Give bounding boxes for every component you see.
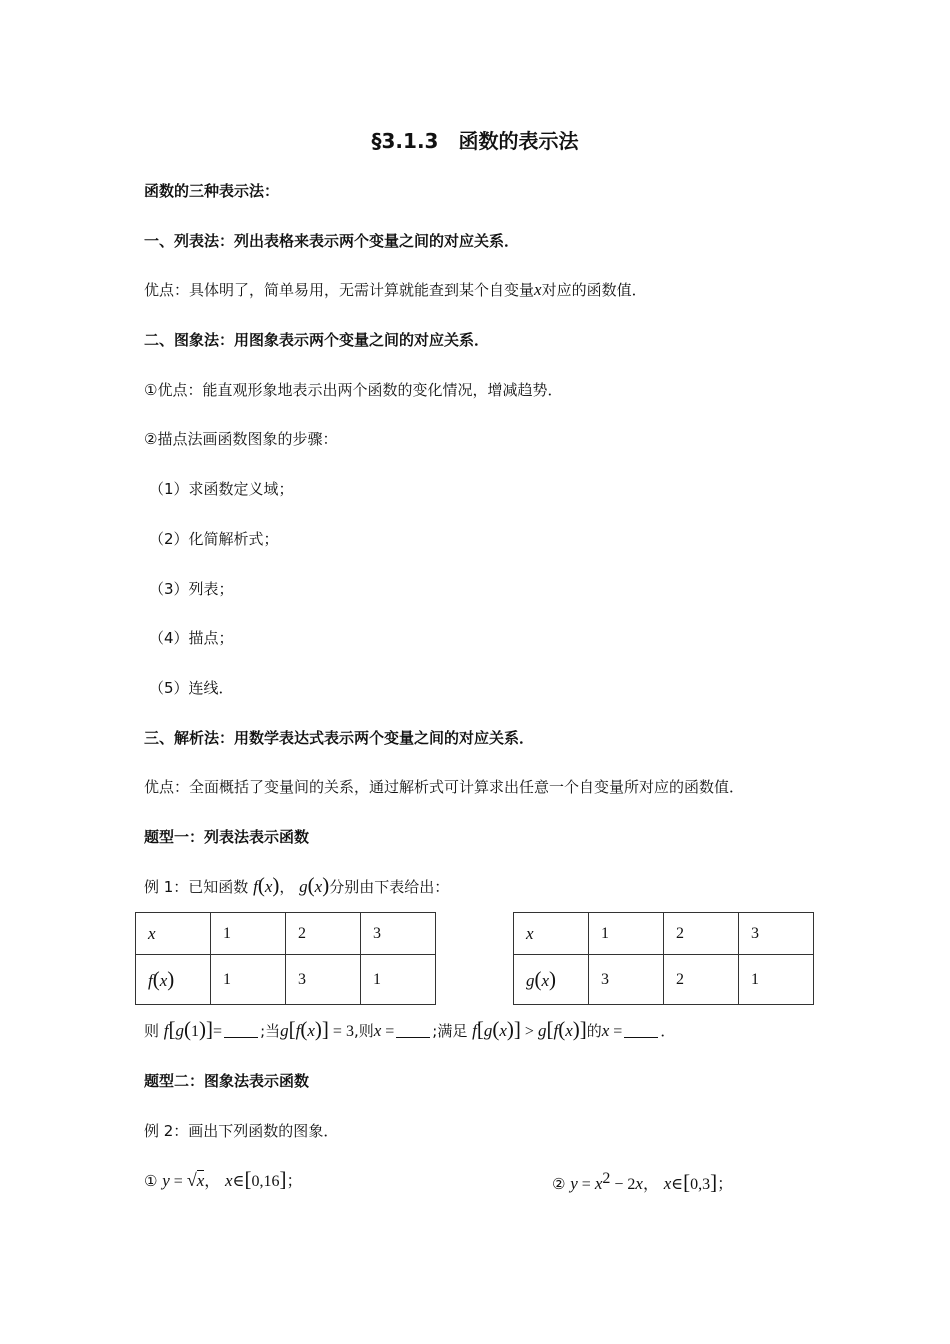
function-f: f [253,877,258,896]
table-f [135,912,436,1005]
table-row [514,955,814,1005]
table-cell: 2 [664,913,739,955]
table-cell: 2 [664,955,739,1005]
item-marker: ① [144,1172,158,1190]
function-g: g [299,877,308,896]
answer-blank [624,1023,658,1038]
table-cell: 3 [739,913,814,955]
section2-steps-title: ②描点法画函数图象的步骤： [144,430,338,448]
table-header-cell: g(x) [514,955,589,1005]
variable-x: x [314,877,323,896]
table-cell: 1 [211,955,286,1005]
interval-value: 0,16 [251,1173,280,1190]
function-name: g [526,971,535,990]
example1-question: 则 f[g(1)]= ;当g[f(x)] = 3,则x = ;满足 f[g(x)] > g[f(x)]的x = ． [144,1017,676,1041]
table-header-cell: x [136,913,211,955]
section2-heading: 二、图象法：用图象表示两个变量之间的对应关系． [144,331,490,349]
section1-advantage-text-a: 优点：具体明了，简单易用，无需计算就能查到某个自变量 [144,281,535,299]
question-text: 则 [144,1022,160,1040]
table-row [136,913,436,955]
section1-advantage-text-b: 对应的函数值． [541,281,647,299]
function-name: f [148,971,153,990]
example2-item-1: ① y = √x， x∈[0,16]； [144,1167,303,1191]
step-item: （1）求函数定义域； [149,480,294,498]
table-g [513,912,814,1005]
example1-text-b: 分别由下表给出： [329,878,450,896]
answer-blank [224,1023,258,1038]
item-marker: ② [552,1175,566,1193]
comma: ， [279,878,295,896]
table-cell: 3 [286,955,361,1005]
section2-advantage: ①优点：能直观形象地表示出两个函数的变化情况，增减趋势． [144,381,563,399]
question-text: ;当 [260,1022,281,1040]
step-item: （3）列表； [149,580,234,598]
variable-x: x [534,280,542,299]
type1-heading: 题型一：列表法表示函数 [144,828,310,846]
table-row [514,913,814,955]
table-cell: 1 [361,955,436,1005]
section1-advantage [144,280,647,300]
table-cell: 3 [589,955,664,1005]
table-cell: 2 [286,913,361,955]
table-cell: 1 [589,913,664,955]
step-item: （5）连线． [149,679,234,697]
section3-heading: 三、解析法：用数学表达式表示两个变量之间的对应关系． [144,729,535,747]
section3-advantage: 优点：全面概括了变量间的关系，通过解析式可计算求出任意一个自变量所对应的函数值． [144,778,745,796]
answer-blank [396,1023,430,1038]
example1-text-a: 例 1：已知函数 [144,878,249,896]
table-row [136,955,436,1005]
table-header-cell: f(x) [136,955,211,1005]
section1-heading: 一、列表法：列出表格来表示两个变量之间的对应关系． [144,232,520,250]
question-text: ． [660,1022,676,1040]
example1-statement: 例 1：已知函数 f(x)， g(x)分别由下表给出： [144,873,450,897]
example2-item-2: ② $y = x^2 - 2x$， x∈[0,3]； [552,1170,734,1194]
question-text: ,则 [353,1022,374,1040]
variable-x: x [264,877,273,896]
question-text: ;满足 [432,1022,468,1040]
page-title: §3.1.3 函数的表示法 [371,129,579,153]
example2-statement: 例 2：画出下列函数的图象． [144,1122,339,1140]
intro-heading: 函数的三种表示法： [144,182,280,200]
interval-value: 0,3 [690,1176,711,1193]
question-text: 的 [586,1022,602,1040]
variable-x: x [159,971,168,990]
value-three: 3 [345,1023,354,1040]
table-header-cell: x [514,913,589,955]
variable-x: x [541,971,550,990]
table-cell: 1 [211,913,286,955]
type2-heading: 题型二：图象法表示函数 [144,1072,310,1090]
step-item: （2）化简解析式； [149,530,279,548]
step-item: （4）描点； [149,629,234,647]
table-cell: 1 [739,955,814,1005]
table-cell: 3 [361,913,436,955]
